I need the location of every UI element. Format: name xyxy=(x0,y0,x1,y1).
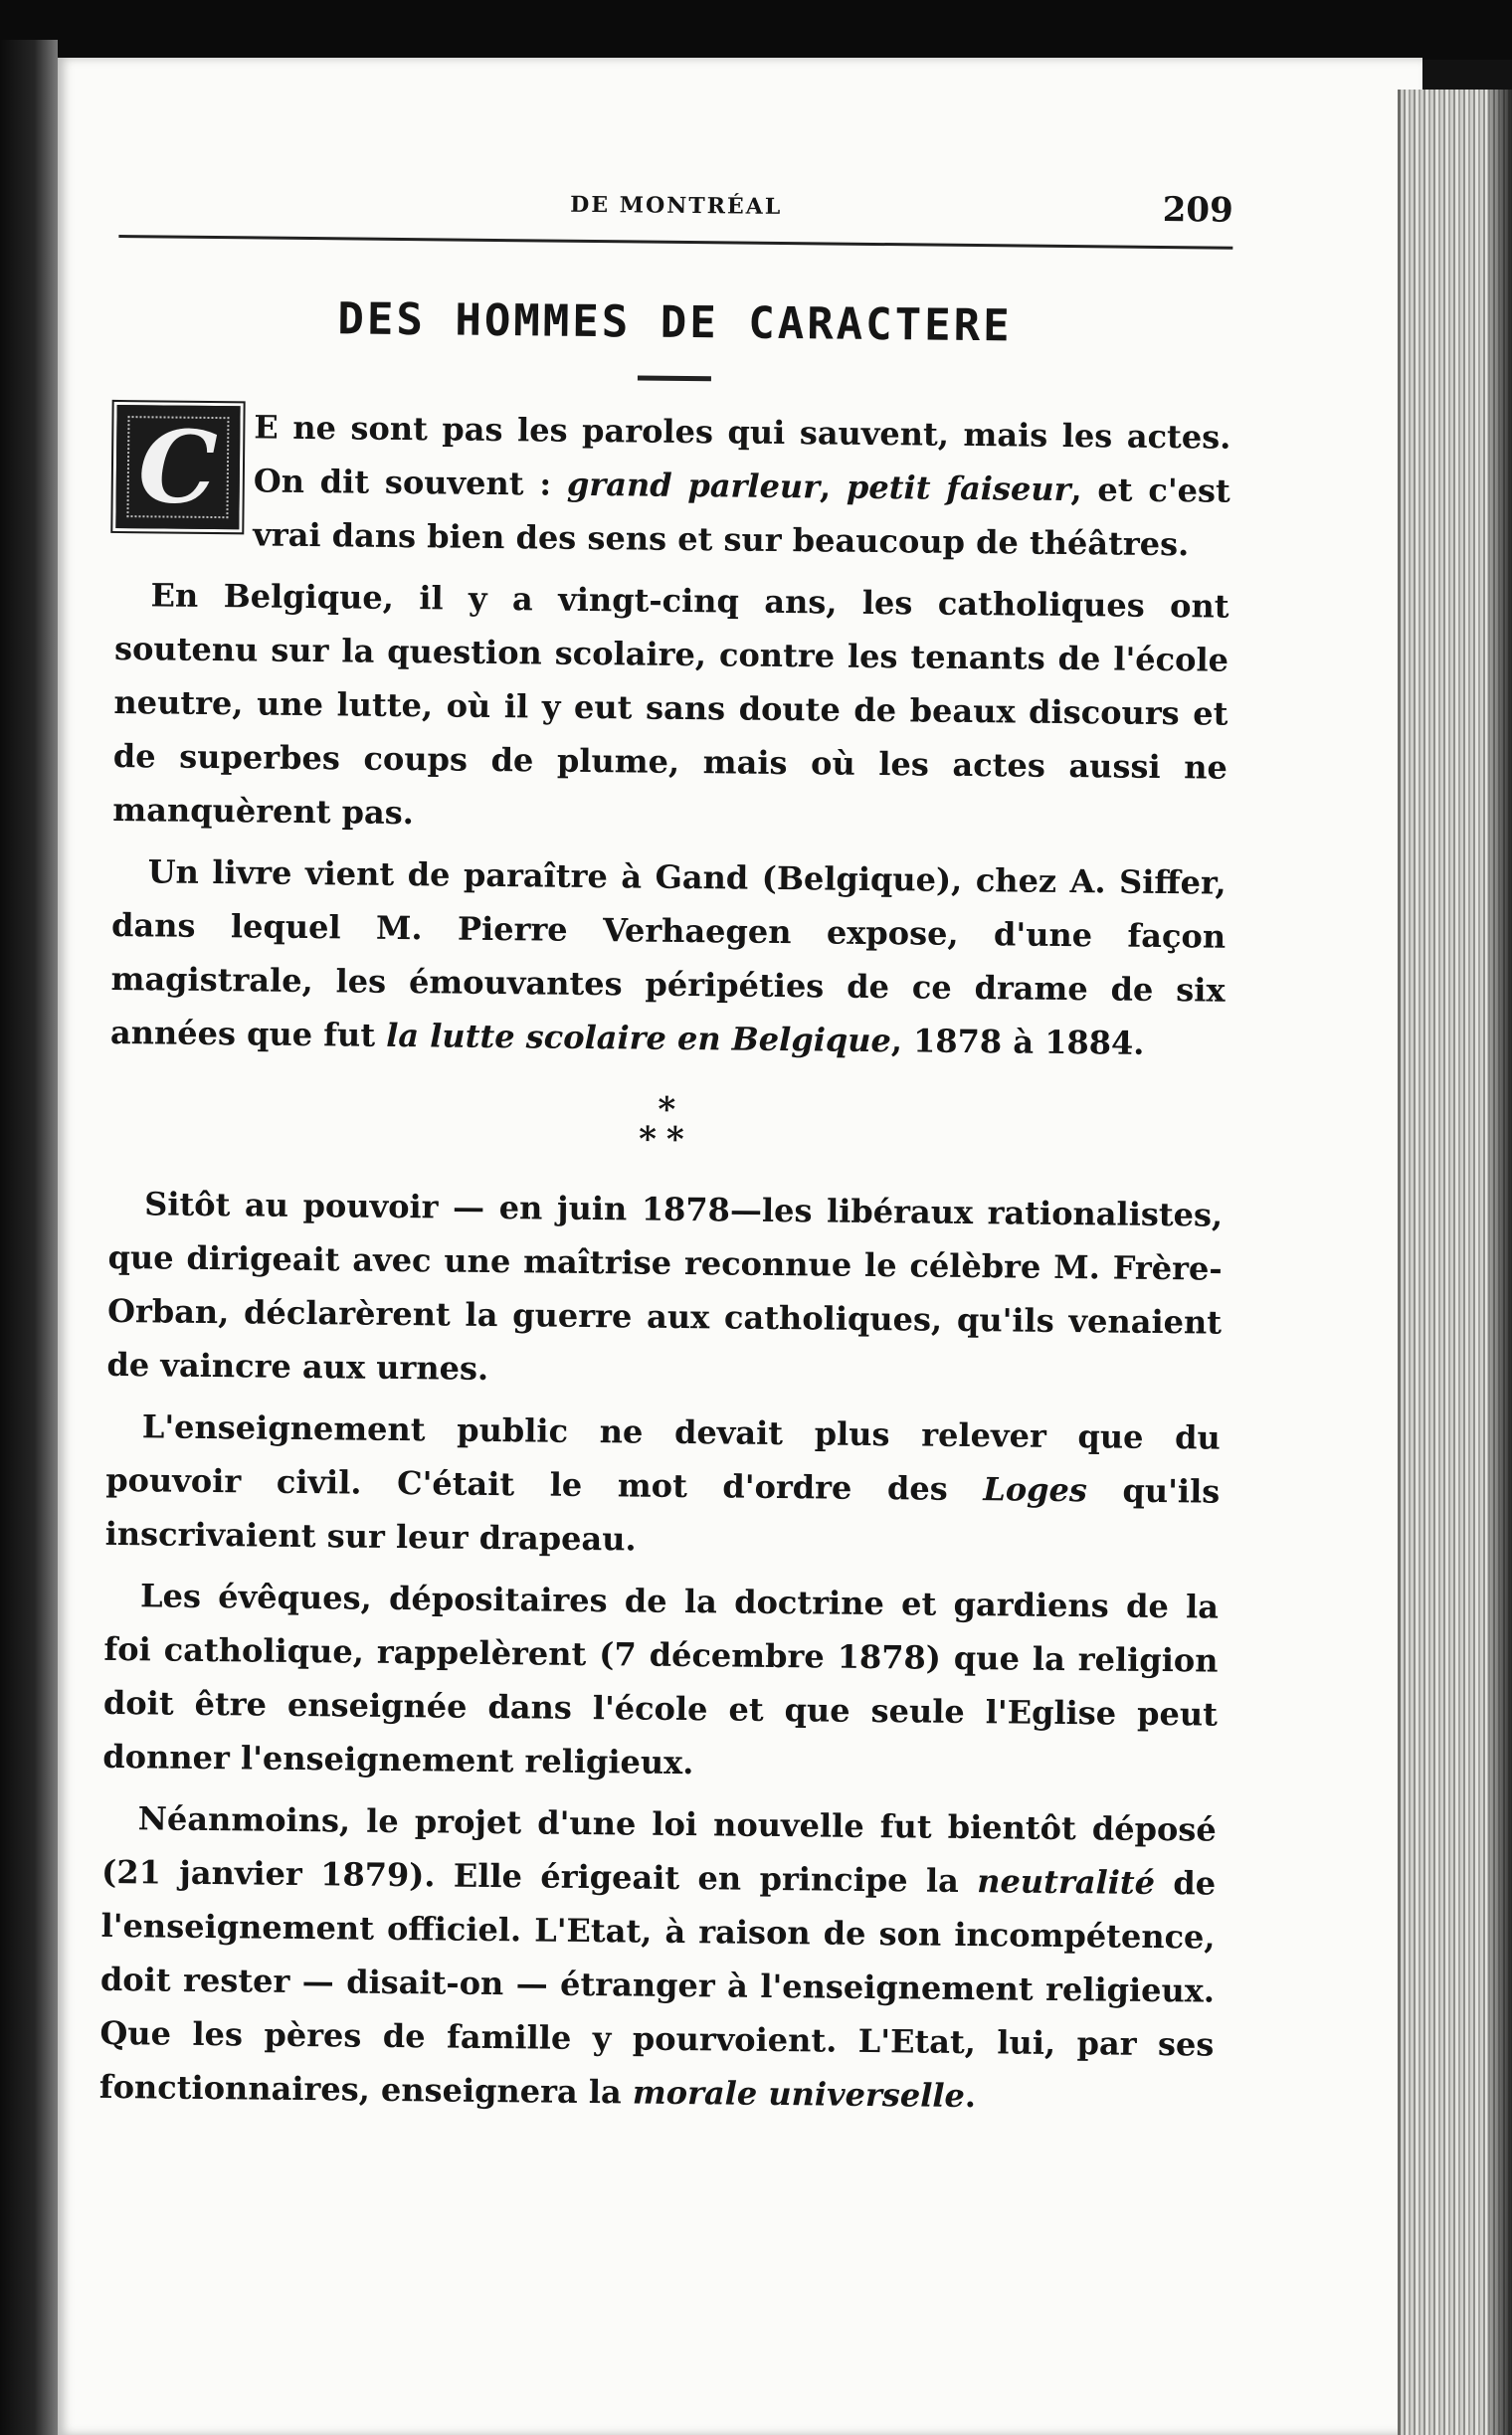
italic-phrase: Loges xyxy=(983,1470,1088,1510)
paragraph-4: Sitôt au pouvoir — en juin 1878—les libéraux rationalistes, que dirigeait avec une maîtrise reconnue le célèbre M. Frère-Orban, déclarèrent la guerre aux catholiques, qu'ils venaient de vaincre aux urnes. xyxy=(106,1185,1224,1388)
paragraph-text: , 1878 à 1884. xyxy=(890,1022,1145,1062)
drop-cap xyxy=(115,405,240,529)
section-break-asterism xyxy=(109,1089,1225,1161)
article-body xyxy=(99,399,1231,2126)
scan-top-shadow xyxy=(0,0,1512,60)
article-title: DES HOMMES DE CARACTERE xyxy=(337,293,1013,352)
paragraph-text: Néanmoins, le projet d'une loi nouvelle fut bientôt déposé (21 janvier 1879). Elle érigeait en principe la xyxy=(100,1799,1217,1901)
title-rule xyxy=(638,375,711,381)
running-head xyxy=(118,179,1233,250)
paragraph-5 xyxy=(104,1400,1221,1573)
italic-phrase: grand parleur xyxy=(566,465,821,506)
paragraph-text: , et c'est vrai dans bien des sens et sur beaucoup de théâtres. xyxy=(253,470,1231,564)
italic-phrase: morale universelle xyxy=(632,2073,966,2116)
page-edges xyxy=(1398,90,1512,2435)
running-title: DE MONTRÉAL xyxy=(570,191,783,220)
binding-gutter xyxy=(0,40,58,2435)
paragraph-7 xyxy=(99,1791,1217,2126)
paragraph-text: . xyxy=(964,2077,977,2116)
asterism-top: * xyxy=(658,1089,676,1130)
paragraph-text: , xyxy=(819,468,848,506)
asterism-bottom: ** xyxy=(638,1119,694,1161)
page-number: 209 xyxy=(1162,189,1233,231)
paragraph-text: qu'ils inscrivaient sur leur drapeau. xyxy=(104,1471,1221,1559)
paragraph-3 xyxy=(110,844,1227,1071)
paragraph-text: de l'enseignement officiel. L'Etat, à raison de son incompétence, doit rester — disait-on — étranger à l'enseignement religieux. Que les pères de famille y pourvoient. L'Etat, lui, par ses fonctionnaires, enseignera la xyxy=(98,1863,1217,2112)
paragraph-6: Les évêques, dépositaires de la doctrine et gardiens de la foi catholique, rappelèrent (7 décembre 1878) que la religion doit être enseignée dans l'école et que seule l'Eglise peut donner l'enseignement religieux. xyxy=(102,1577,1220,1782)
paragraph-text: Un livre vient de paraître à Gand (Belgique), chez A. Siffer, dans lequel M. Pierre Verhaegen expose, d'une façon magistrale, les émouvantes péripéties de ce drame de six années que fut xyxy=(109,852,1227,1054)
italic-phrase: la lutte scolaire en Belgique xyxy=(386,1016,892,1060)
paragraph-text: L'enseignement public ne devait plus relever que du pouvoir civil. C'était le mot d'ordre des xyxy=(105,1407,1222,1509)
paragraph-1 xyxy=(115,399,1231,572)
paragraph-text: E ne sont pas les paroles qui sauvent, mais les actes. On dit souvent : xyxy=(253,408,1231,503)
page-text-block xyxy=(99,179,1233,2134)
drop-cap-letter: C xyxy=(137,408,219,527)
italic-phrase: petit faiseur xyxy=(846,468,1071,509)
paragraph-2: En Belgique, il y a vingt-cinq ans, les catholiques ont soutenu sur la question scolaire, contre les tenants de l'école neutre, une lutte, où il y eut sans doute de beaux discours et de superbes coups de plume, mais où les actes aussi ne manquèrent pas. xyxy=(112,576,1229,833)
italic-phrase: neutralité xyxy=(977,1862,1156,1902)
